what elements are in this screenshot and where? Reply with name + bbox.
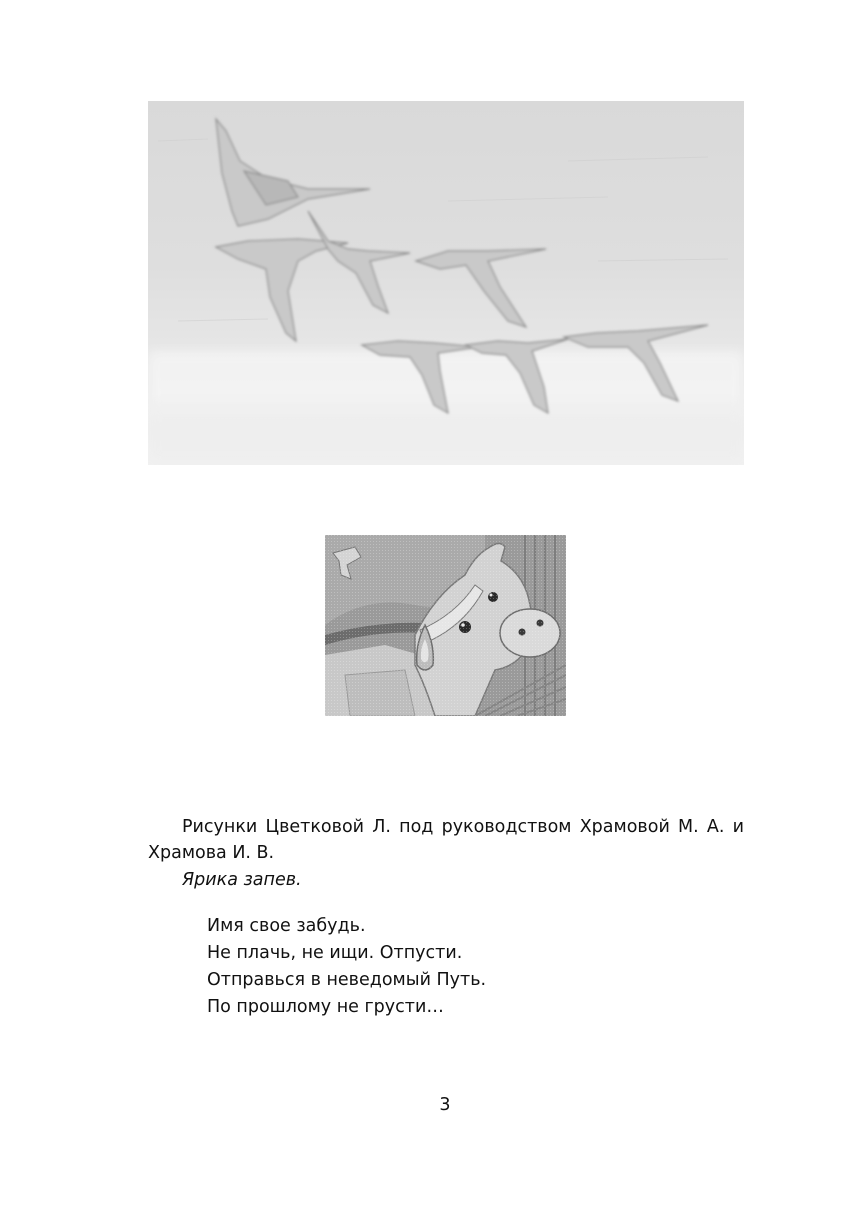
epigraph-title: Ярика запев. [182,870,302,890]
poem-line: Имя свое забудь. [207,916,366,936]
credits-text: Рисунки Цветковой Л. под руководством Храмовой М. А. и Храмова И. В. [148,817,744,863]
poem-line: Отправься в неведомый Путь. [207,970,487,990]
flying-geese-illustration [148,101,744,465]
poem [207,913,486,1021]
horse-embroidery-illustration [325,535,566,716]
poem-line: Не плачь, не ищи. Отпусти. [207,943,463,963]
poem-line: По прошлому не грусти… [207,997,444,1017]
illustration-credits [148,814,744,866]
page-number: 3 [439,1095,451,1115]
